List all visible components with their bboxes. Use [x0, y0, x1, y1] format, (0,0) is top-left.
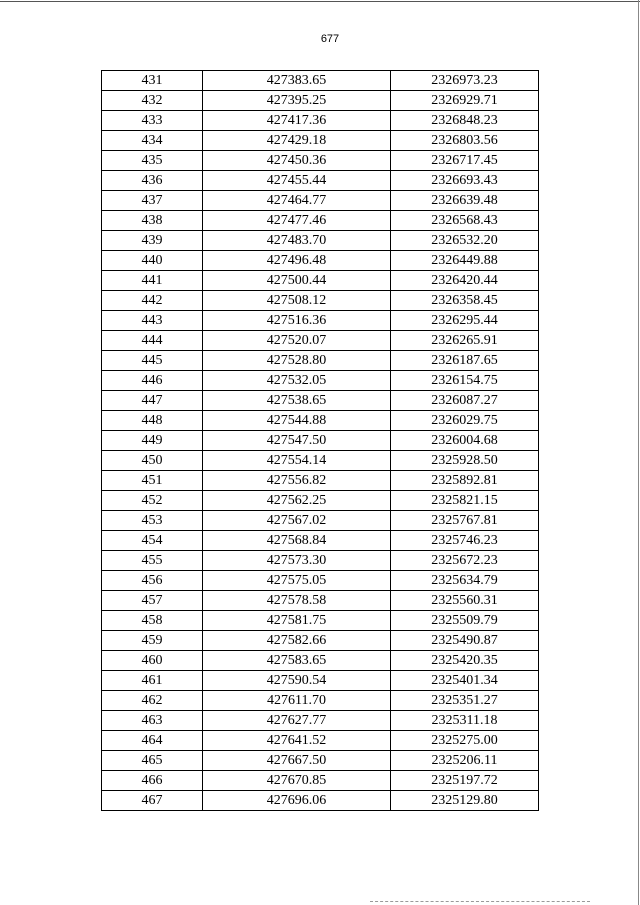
- y-coordinate-cell: 2325560.31: [391, 591, 539, 611]
- table-row: [102, 691, 539, 711]
- table-row: [102, 191, 539, 211]
- point-number-cell: 435: [102, 151, 203, 171]
- y-coordinate-cell: 2325821.15: [391, 491, 539, 511]
- y-coordinate-cell: 2326717.45: [391, 151, 539, 171]
- x-coordinate-cell: 427500.44: [203, 271, 391, 291]
- x-coordinate-cell: 427464.77: [203, 191, 391, 211]
- table-row: [102, 431, 539, 451]
- point-number-cell: 467: [102, 791, 203, 811]
- y-coordinate-cell: 2326187.65: [391, 351, 539, 371]
- point-number-cell: 449: [102, 431, 203, 451]
- coordinates-table: [101, 70, 539, 811]
- y-coordinate-cell: 2326295.44: [391, 311, 539, 331]
- point-number-cell: 457: [102, 591, 203, 611]
- point-number-cell: 441: [102, 271, 203, 291]
- x-coordinate-cell: 427383.65: [203, 71, 391, 91]
- point-number-cell: 453: [102, 511, 203, 531]
- y-coordinate-cell: 2326693.43: [391, 171, 539, 191]
- table-row: [102, 731, 539, 751]
- x-coordinate-cell: 427562.25: [203, 491, 391, 511]
- y-coordinate-cell: 2325767.81: [391, 511, 539, 531]
- point-number-cell: 454: [102, 531, 203, 551]
- point-number-cell: 450: [102, 451, 203, 471]
- scan-border-top: [0, 1, 640, 2]
- point-number-cell: 436: [102, 171, 203, 191]
- point-number-cell: 445: [102, 351, 203, 371]
- x-coordinate-cell: 427578.58: [203, 591, 391, 611]
- y-coordinate-cell: 2326265.91: [391, 331, 539, 351]
- table-row: [102, 671, 539, 691]
- x-coordinate-cell: 427538.65: [203, 391, 391, 411]
- table-row: [102, 291, 539, 311]
- y-coordinate-cell: 2326848.23: [391, 111, 539, 131]
- scan-border-right: [638, 0, 639, 905]
- y-coordinate-cell: 2326420.44: [391, 271, 539, 291]
- point-number-cell: 431: [102, 71, 203, 91]
- x-coordinate-cell: 427568.84: [203, 531, 391, 551]
- y-coordinate-cell: 2325672.23: [391, 551, 539, 571]
- x-coordinate-cell: 427455.44: [203, 171, 391, 191]
- point-number-cell: 434: [102, 131, 203, 151]
- y-coordinate-cell: 2325311.18: [391, 711, 539, 731]
- table-row: [102, 251, 539, 271]
- table-row: [102, 211, 539, 231]
- point-number-cell: 447: [102, 391, 203, 411]
- x-coordinate-cell: 427556.82: [203, 471, 391, 491]
- y-coordinate-cell: 2325892.81: [391, 471, 539, 491]
- point-number-cell: 459: [102, 631, 203, 651]
- y-coordinate-cell: 2325928.50: [391, 451, 539, 471]
- point-number-cell: 444: [102, 331, 203, 351]
- y-coordinate-cell: 2325197.72: [391, 771, 539, 791]
- table-row: [102, 791, 539, 811]
- x-coordinate-cell: 427641.52: [203, 731, 391, 751]
- x-coordinate-cell: 427567.02: [203, 511, 391, 531]
- y-coordinate-cell: 2325401.34: [391, 671, 539, 691]
- x-coordinate-cell: 427450.36: [203, 151, 391, 171]
- table-row: [102, 591, 539, 611]
- table-row: [102, 631, 539, 651]
- table-row: [102, 271, 539, 291]
- y-coordinate-cell: 2325420.35: [391, 651, 539, 671]
- x-coordinate-cell: 427516.36: [203, 311, 391, 331]
- point-number-cell: 464: [102, 731, 203, 751]
- x-coordinate-cell: 427590.54: [203, 671, 391, 691]
- x-coordinate-cell: 427573.30: [203, 551, 391, 571]
- table-row: [102, 131, 539, 151]
- x-coordinate-cell: 427547.50: [203, 431, 391, 451]
- x-coordinate-cell: 427483.70: [203, 231, 391, 251]
- point-number-cell: 455: [102, 551, 203, 571]
- x-coordinate-cell: 427532.05: [203, 371, 391, 391]
- x-coordinate-cell: 427582.66: [203, 631, 391, 651]
- table-row: [102, 651, 539, 671]
- y-coordinate-cell: 2326568.43: [391, 211, 539, 231]
- page-number: 677: [320, 33, 340, 45]
- y-coordinate-cell: 2326449.88: [391, 251, 539, 271]
- table-row: [102, 311, 539, 331]
- x-coordinate-cell: 427627.77: [203, 711, 391, 731]
- point-number-cell: 460: [102, 651, 203, 671]
- x-coordinate-cell: 427417.36: [203, 111, 391, 131]
- y-coordinate-cell: 2325275.00: [391, 731, 539, 751]
- table-row: [102, 171, 539, 191]
- y-coordinate-cell: 2325206.11: [391, 751, 539, 771]
- table-row: [102, 351, 539, 371]
- point-number-cell: 440: [102, 251, 203, 271]
- y-coordinate-cell: 2325129.80: [391, 791, 539, 811]
- x-coordinate-cell: 427429.18: [203, 131, 391, 151]
- y-coordinate-cell: 2325634.79: [391, 571, 539, 591]
- x-coordinate-cell: 427667.50: [203, 751, 391, 771]
- x-coordinate-cell: 427496.48: [203, 251, 391, 271]
- y-coordinate-cell: 2326087.27: [391, 391, 539, 411]
- y-coordinate-cell: 2326929.71: [391, 91, 539, 111]
- point-number-cell: 462: [102, 691, 203, 711]
- point-number-cell: 463: [102, 711, 203, 731]
- x-coordinate-cell: 427583.65: [203, 651, 391, 671]
- x-coordinate-cell: 427508.12: [203, 291, 391, 311]
- table-row: [102, 611, 539, 631]
- table-row: [102, 771, 539, 791]
- table-row: [102, 71, 539, 91]
- scan-footer-line: [370, 901, 590, 902]
- table-row: [102, 751, 539, 771]
- coordinates-table-body: [102, 71, 539, 811]
- point-number-cell: 456: [102, 571, 203, 591]
- x-coordinate-cell: 427554.14: [203, 451, 391, 471]
- point-number-cell: 451: [102, 471, 203, 491]
- table-row: [102, 711, 539, 731]
- y-coordinate-cell: 2326029.75: [391, 411, 539, 431]
- table-row: [102, 111, 539, 131]
- x-coordinate-cell: 427544.88: [203, 411, 391, 431]
- point-number-cell: 465: [102, 751, 203, 771]
- point-number-cell: 432: [102, 91, 203, 111]
- x-coordinate-cell: 427528.80: [203, 351, 391, 371]
- point-number-cell: 448: [102, 411, 203, 431]
- x-coordinate-cell: 427520.07: [203, 331, 391, 351]
- point-number-cell: 438: [102, 211, 203, 231]
- x-coordinate-cell: 427696.06: [203, 791, 391, 811]
- point-number-cell: 452: [102, 491, 203, 511]
- y-coordinate-cell: 2326004.68: [391, 431, 539, 451]
- table-row: [102, 151, 539, 171]
- point-number-cell: 437: [102, 191, 203, 211]
- y-coordinate-cell: 2326532.20: [391, 231, 539, 251]
- y-coordinate-cell: 2326803.56: [391, 131, 539, 151]
- table-row: [102, 231, 539, 251]
- point-number-cell: 433: [102, 111, 203, 131]
- table-row: [102, 511, 539, 531]
- y-coordinate-cell: 2325351.27: [391, 691, 539, 711]
- y-coordinate-cell: 2326973.23: [391, 71, 539, 91]
- point-number-cell: 446: [102, 371, 203, 391]
- y-coordinate-cell: 2325490.87: [391, 631, 539, 651]
- point-number-cell: 442: [102, 291, 203, 311]
- table-row: [102, 551, 539, 571]
- table-row: [102, 571, 539, 591]
- point-number-cell: 443: [102, 311, 203, 331]
- table-row: [102, 371, 539, 391]
- table-row: [102, 471, 539, 491]
- point-number-cell: 461: [102, 671, 203, 691]
- y-coordinate-cell: 2325509.79: [391, 611, 539, 631]
- point-number-cell: 466: [102, 771, 203, 791]
- y-coordinate-cell: 2325746.23: [391, 531, 539, 551]
- y-coordinate-cell: 2326639.48: [391, 191, 539, 211]
- point-number-cell: 458: [102, 611, 203, 631]
- table-row: [102, 411, 539, 431]
- x-coordinate-cell: 427395.25: [203, 91, 391, 111]
- x-coordinate-cell: 427575.05: [203, 571, 391, 591]
- x-coordinate-cell: 427477.46: [203, 211, 391, 231]
- table-row: [102, 491, 539, 511]
- table-row: [102, 531, 539, 551]
- table-row: [102, 451, 539, 471]
- table-row: [102, 91, 539, 111]
- table-row: [102, 391, 539, 411]
- table-row: [102, 331, 539, 351]
- y-coordinate-cell: 2326154.75: [391, 371, 539, 391]
- y-coordinate-cell: 2326358.45: [391, 291, 539, 311]
- x-coordinate-cell: 427670.85: [203, 771, 391, 791]
- x-coordinate-cell: 427611.70: [203, 691, 391, 711]
- point-number-cell: 439: [102, 231, 203, 251]
- x-coordinate-cell: 427581.75: [203, 611, 391, 631]
